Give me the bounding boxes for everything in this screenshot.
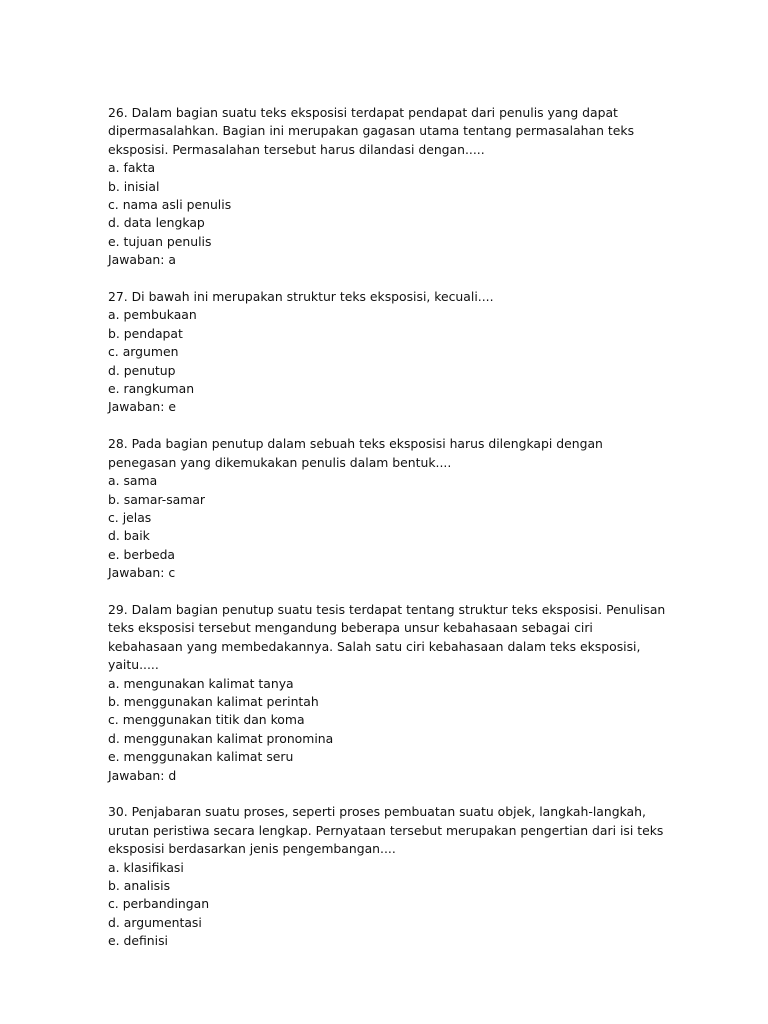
option-list — [108, 675, 668, 767]
option-d: d. menggunakan kalimat pronomina — [108, 730, 334, 746]
option-b: b. menggunakan kalimat perintah — [108, 693, 319, 709]
answer-key: Jawaban: e — [108, 399, 177, 415]
option-e: e. definisi — [108, 933, 168, 949]
option-list — [108, 306, 668, 398]
option-list — [108, 159, 668, 251]
option-c: c. perbandingan — [108, 896, 210, 912]
option-d: d. data lengkap — [108, 215, 205, 231]
option-e: e. berbeda — [108, 546, 176, 562]
option-b: b. pendapat — [108, 325, 183, 341]
document-page — [108, 104, 668, 969]
option-b: b. samar-samar — [108, 491, 206, 507]
question-text: 27. Di bawah ini merupakan struktur teks eksposisi, kecuali.... — [108, 289, 494, 305]
option-b: b. analisis — [108, 878, 171, 893]
question-text: 28. Pada bagian penutup dalam sebuah teks eksposisi harus dilengkapi dengan penegasan yang dikemukakan penulis dalam bentuk.... — [108, 436, 603, 470]
option-c: c. jelas — [108, 509, 152, 525]
option-a: a. klasifikasi — [108, 859, 184, 875]
question-29 — [108, 601, 668, 785]
question-text: 29. Dalam bagian penutup suatu tesis terdapat tentang struktur teks eksposisi. Penulisan teks eksposisi tersebut mengandung beberapa unsur kebahasaan sebagai ciri kebahasaan yang membedakannya. Salah satu ciri kebahasaan dalam teks eksposisi, yaitu..... — [108, 601, 666, 673]
question-28 — [108, 435, 668, 582]
option-e: e. menggunakan kalimat seru — [108, 749, 294, 765]
answer-key: Jawaban: c — [108, 565, 176, 581]
answer-key: Jawaban: d — [108, 767, 177, 783]
option-a: a. fakta — [108, 160, 156, 176]
option-c: c. argumen — [108, 344, 179, 360]
option-c: c. nama asli penulis — [108, 197, 232, 213]
option-a: a. mengunakan kalimat tanya — [108, 675, 294, 691]
question-30 — [108, 803, 668, 950]
option-d: d. argumentasi — [108, 914, 202, 930]
option-b: b. inisial — [108, 178, 160, 194]
option-c: c. menggunakan titik dan koma — [108, 712, 305, 728]
option-a: a. sama — [108, 473, 158, 489]
option-d: d. penutup — [108, 362, 176, 378]
question-text: 26. Dalam bagian suatu teks eksposisi terdapat pendapat dari penulis yang dapat dipermasalahkan. Bagian ini merupakan gagasan utama tentang permasalahan teks eksposisi. Permasalahan tersebut harus dilandasi dengan..... — [108, 105, 635, 157]
question-text: 30. Penjabaran suatu proses, seperti proses pembuatan suatu objek, langkah-langkah, urutan peristiwa secara lengkap. Pernyataan tersebut merupakan pengertian dari isi teks eksposisi berdasarkan jenis pengembangan.... — [108, 804, 664, 857]
question-27 — [108, 288, 668, 417]
option-e: e. rangkuman — [108, 381, 195, 397]
option-list — [108, 472, 668, 564]
option-list — [108, 859, 668, 951]
option-a: a. pembukaan — [108, 307, 197, 323]
answer-key: Jawaban: a — [108, 252, 176, 268]
option-d: d. baik — [108, 528, 150, 544]
option-e: e. tujuan penulis — [108, 233, 212, 249]
question-26 — [108, 104, 668, 270]
